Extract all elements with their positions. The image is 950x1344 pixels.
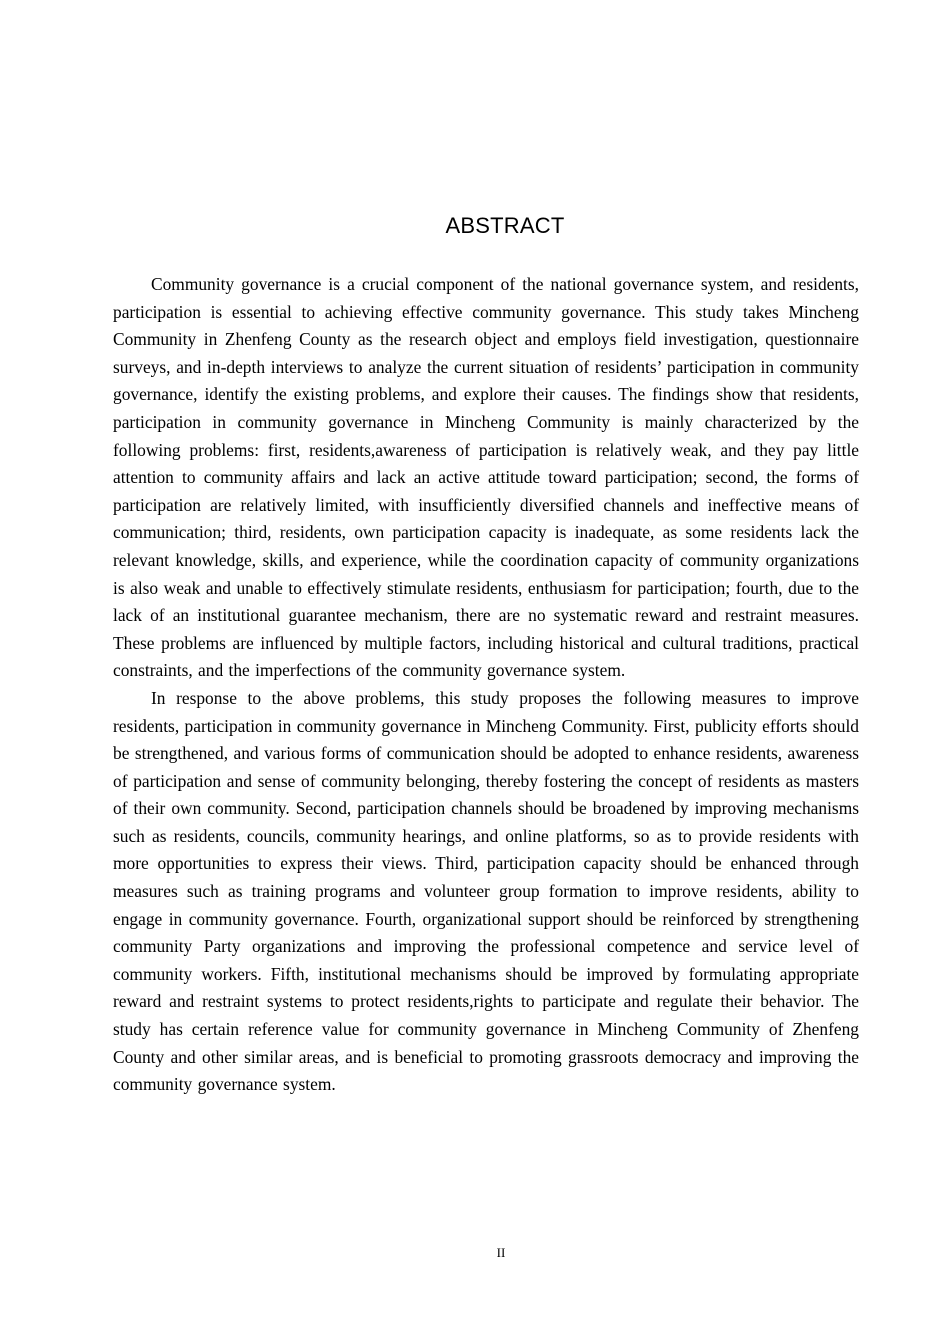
abstract-body xyxy=(113,271,859,1099)
abstract-paragraph-1: Community governance is a crucial component of the national governance system, and residents, participation is essential to achieving effective community governance. This study takes Mincheng Community in Zhenfeng County as the research object and employs field investigation, questionnaire surveys, and in-depth interviews to analyze the current situation of residents’ participation in community governance, identify the existing problems, and explore their causes. The findings show that residents, participation in community governance in Mincheng Community is mainly characterized by the following problems: first, residents,awareness of participation is relatively weak, and they pay little attention to community affairs and lack an active attitude toward participation; second, the forms of participation are relatively limited, with insufficiently diversified channels and ineffective means of communication; third, residents, own participation capacity is inadequate, as some residents lack the relevant knowledge, skills, and experience, while the coordination capacity of community organizations is also weak and unable to effectively stimulate residents, enthusiasm for participation; fourth, due to the lack of an institutional guarantee mechanism, there are no systematic reward and restraint measures. These problems are influenced by multiple factors, including historical and cultural traditions, practical constraints, and the imperfections of the community governance system. xyxy=(113,274,859,681)
abstract-title: ABSTRACT xyxy=(445,213,565,238)
abstract-paragraph-2: In response to the above problems, this study proposes the following measures to improve residents, participation in community governance in Mincheng Community. First, publicity efforts should be strengthened, and various forms of communication should be adopted to enhance residents, awareness of participation and sense of community belonging, thereby fostering the concept of residents as masters of their own community. Second, participation channels should be broadened by improving mechanisms such as residents, councils, community hearings, and online platforms, so as to provide residents with more opportunities to express their views. Third, participation capacity should be enhanced through measures such as training programs and volunteer group formation to improve residents, ability to engage in community governance. Fourth, organizational support should be reinforced by strengthening community Party organizations and improving the professional competence and service level of community workers. Fifth, institutional mechanisms should be improved by formulating appropriate reward and restraint systems to protect residents,rights to participate and regulate their behavior. The study has certain reference value for community governance in Mincheng Community of Zhenfeng County and other similar areas, and is beneficial to promoting grassroots democracy and improving the community governance system. xyxy=(113,687,859,1095)
page-number: II xyxy=(496,1245,506,1260)
